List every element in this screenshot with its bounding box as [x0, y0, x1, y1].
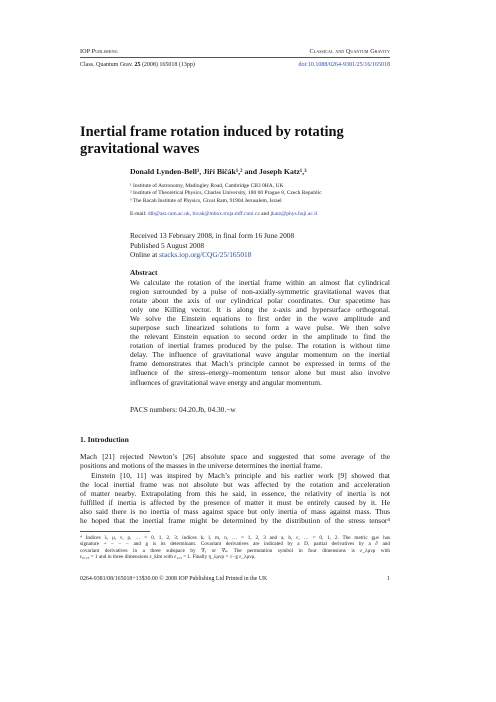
published-date: Published 5 August 2008 [130, 240, 205, 250]
abstract-line: rotate about the axis of our cylindrical polar coordinates. Our spacetime has [130, 296, 390, 306]
intro-paragraph-1 [80, 452, 390, 470]
abstract-line: region surrounded by a pulse of non-axially-symmetric gravitational waves that [130, 287, 390, 297]
intro-paragraph-2 [80, 471, 390, 525]
footnote-rule [80, 531, 150, 532]
abstract-line: influences of gravitational wave energy and angular momentum. [130, 377, 322, 387]
abstract-line: only one Killing vector. It is along the z-axis and hypersurface orthogonal. [130, 305, 390, 315]
citation-journal: Class. Quantum Grav. [80, 62, 133, 68]
abstract-line: We calculate the rotation of the inertial frame within an almost flat cylindrical [130, 278, 390, 287]
abstract-line: delay. The influence of gravitational wave angular momentum on the inertial [130, 350, 390, 360]
email-link[interactable]: bicak@mbox.troja.mff.cuni.cz [192, 211, 260, 217]
abstract-line: rotation of inertial frames produced by the pulse. The rotation is without time [130, 341, 390, 351]
footnote [80, 535, 390, 561]
online-label: Online at [130, 250, 158, 260]
affiliation: ³ The Racah Institute of Physics, Givat Ram, 91904 Jerusalem, Israel [130, 197, 282, 204]
email-link[interactable]: dlb@ast.cam.ac.uk [147, 211, 190, 217]
body-line: the local inertial frame was not absolute but was affected by the rotation and acceleration [80, 480, 390, 490]
paper-title [80, 124, 344, 158]
body-line: also said there is no inertia of mass against space but only inertia of mass against mass. Thus [80, 507, 390, 517]
publisher-name: IOP Publishing [80, 48, 118, 55]
journal-name: Classical and Quantum Gravity [309, 48, 390, 55]
title-line: Inertial frame rotation induced by rotating [80, 124, 344, 140]
body-line: Einstein [10, 11] was inspired by Mach’s principle and his earlier work [9] showed that [91, 471, 390, 480]
abstract-line: superpose such linearized solutions to form a wave pulse. We then solve [130, 323, 390, 333]
email-line: E-mail: dlb@ast.cam.ac.uk, bicak@mbox.troja.mff.cuni.cz and jkatz@phys.huji.ac.il [130, 211, 318, 217]
affiliations [130, 183, 322, 205]
section-heading: 1. Introduction [80, 435, 129, 444]
online-line [130, 250, 294, 260]
email-and: and [261, 211, 270, 217]
footnote-line: covariant derivatives in a three subspace by ∇ₐ or ∇ₖ. The permutation symbol in four dimensions is ε_λμνρ with [80, 547, 390, 554]
abstract-line: the relevant Einstein equation to second order in the amplitude to find the [130, 332, 390, 342]
email-link[interactable]: jkatz@phys.huji.ac.il [270, 211, 318, 217]
email-label: E-mail: [130, 211, 147, 217]
affiliation: ² Institute of Theoretical Physics, Charles University, 180 00 Prague 8, Czech Republic [130, 190, 322, 197]
abstract-line: frame demonstrates that Mach’s principle cannot be expressed in terms of the [130, 359, 390, 369]
abstract-line: We solve the Einstein equations to first order in the wave amplitude and [130, 314, 390, 324]
abstract-heading: Abstract [130, 268, 158, 277]
citation-pages: (2008) 165018 (13pp) [141, 62, 195, 68]
online-link[interactable]: stacks.iop.org/CQG/25/165018 [159, 250, 252, 260]
citation-volume: 25 [134, 62, 141, 68]
footnote-line: signature + − − − and g is its determinant. Covariant derivatives are indicated by a D, partial derivatives by a ∂ and [80, 541, 390, 548]
body-line: he hoped that the inertial frame might be determined by the distribution of the stress tensor⁴ [80, 516, 390, 526]
body-line: positions and motions of the masses in the universe determines the inertial frame. [80, 461, 323, 471]
citation [80, 62, 195, 68]
copyright-line: 0264-9381/08/165018+13$30.00 © 2008 IOP Publishing Ltd Printed in the UK [80, 576, 268, 582]
header-rule [80, 57, 390, 58]
affiliation: ¹ Institute of Astronomy, Madingley Road, Cambridge CB3 0HA, UK [130, 183, 284, 189]
title-line: gravitational waves [80, 141, 200, 157]
pacs-numbers: PACS numbers: 04.20.Jb, 04.30.−w [130, 405, 236, 414]
footnote-line: ε₀₁₂₃ = 1 and in three dimensions ε_klm with ε₁₂₃ = 1. Finally η_λμνρ = √−g ε_λμνρ. [80, 554, 256, 561]
body-line: Mach [21] rejected Newton’s [26] absolute space and suggested that some average of the [80, 452, 390, 461]
publication-dates [130, 231, 294, 260]
page-number: 1 [387, 576, 390, 582]
abstract-body [130, 278, 390, 387]
abstract-line: influence of the stress–energy–momentum tensor alone but must also involve [130, 368, 390, 378]
footnote-line: ⁴ Indices λ, μ, ν, ρ, … = 0, 1, 2, 3; indices k, l, m, n, … = 1, 2, 3 and a, b, c, … = 0, 1, 2. The metric gμν has [80, 535, 390, 541]
author-list: Donald Lynden-Bell¹, Jiří Bičák¹,² and Joseph Katz¹,³ [130, 167, 307, 176]
body-line: of matter nearby. Extrapolating from this he said, in essence, the relativity of inertia is not [80, 489, 390, 499]
body-line: fulfilled if inertia is affected by the presence of matter it must be entirely caused by it. He [80, 498, 390, 508]
doi-link[interactable]: doi:10.1088/0264-9381/25/16/165018 [298, 62, 390, 68]
received-date: Received 13 February 2008, in final form 16 June 2008 [130, 231, 295, 240]
